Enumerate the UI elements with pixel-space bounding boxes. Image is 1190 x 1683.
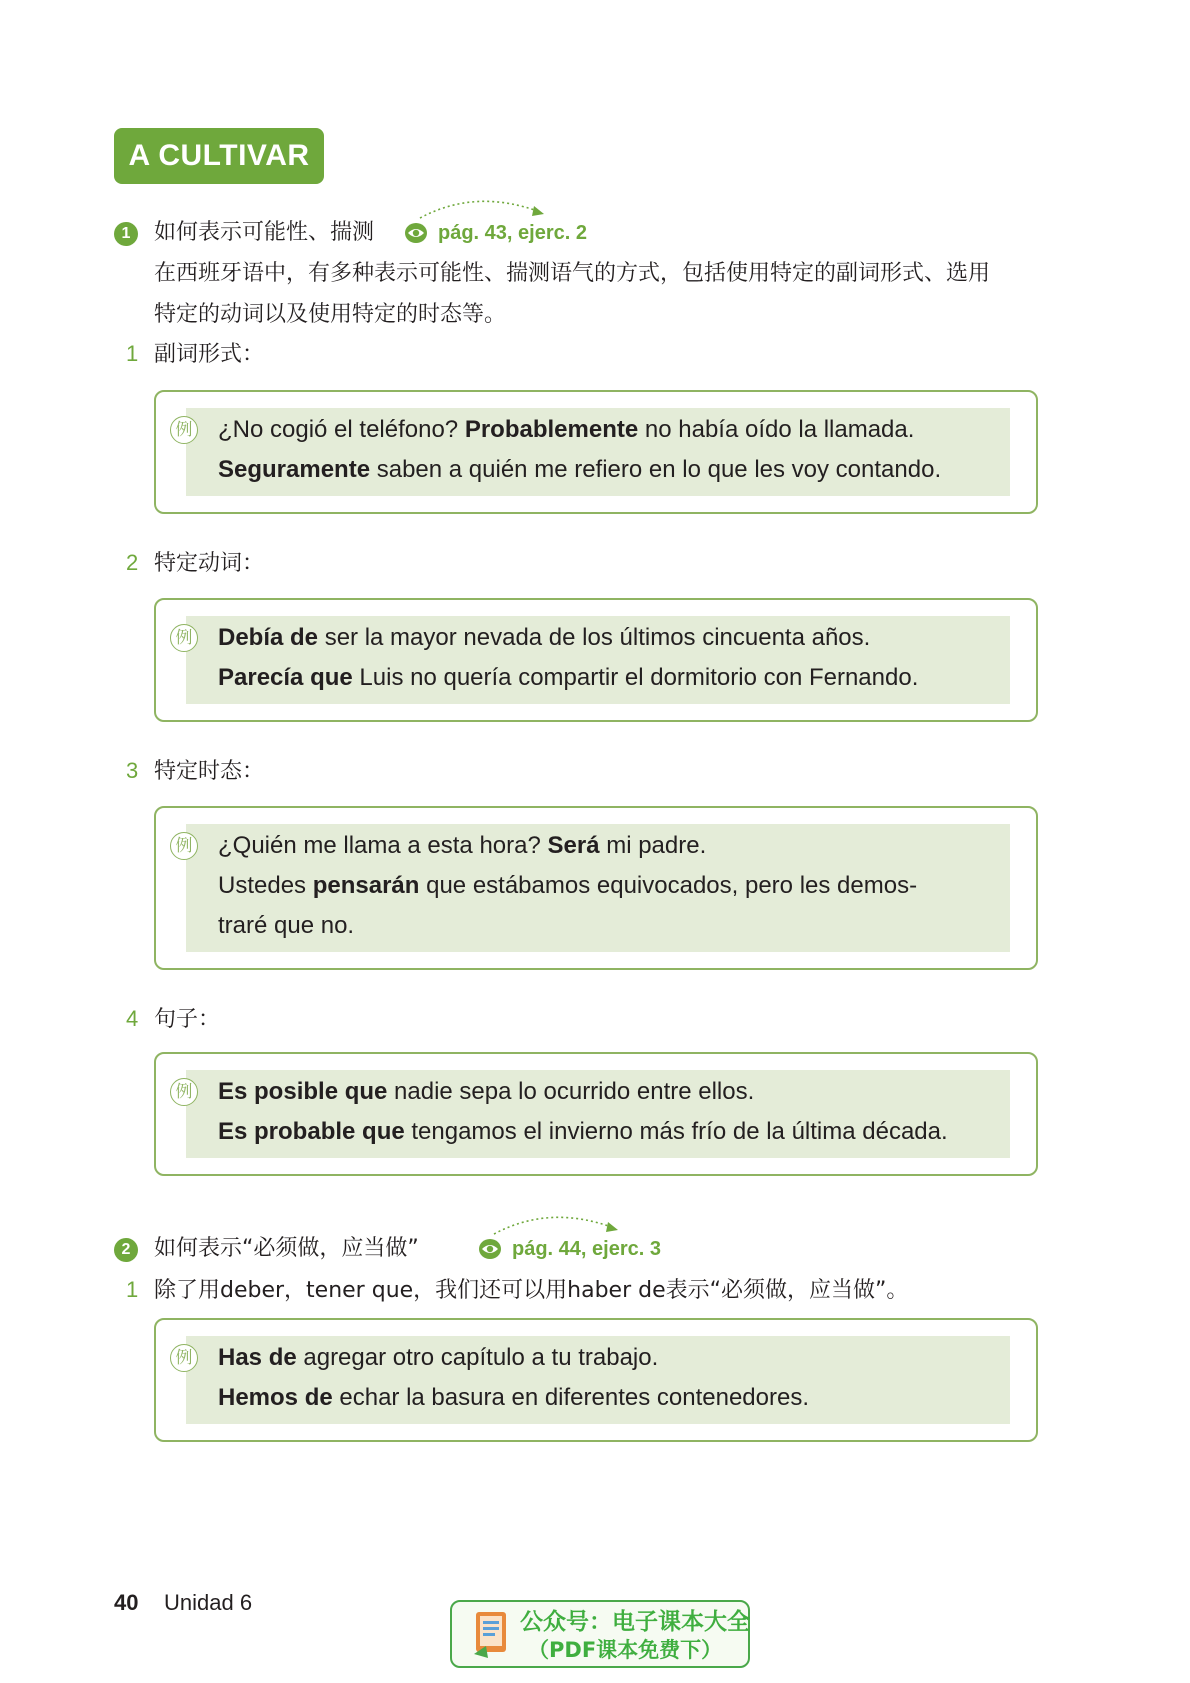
stamp-title: 公众号：电子课本大全 (520, 1609, 750, 1635)
subitem-number: 1 (126, 1277, 139, 1302)
example-sentence: Debía de ser la mayor nevada de los últimos cincuenta años. (218, 624, 871, 651)
example-sentence: ¿Quién me llama a esta hora? Será mi padre. (218, 832, 707, 859)
watermark-stamp (450, 1600, 750, 1668)
subitem-number: 1 (126, 341, 139, 366)
example-sentence: Parecía que Luis no quería compartir el dormitorio con Fernando. (218, 664, 919, 691)
example-badge: 例 (170, 1078, 198, 1106)
subitem-heading (126, 548, 264, 579)
subitem-number: 4 (126, 1006, 139, 1031)
example-sentence: Has de agregar otro capítulo a tu trabajo. (218, 1344, 659, 1371)
intro-line: 特定的动词以及使用特定的时态等。 (154, 302, 507, 327)
example-badge: 例 (170, 832, 198, 860)
reference-text: pág. 43, ejerc. 2 (438, 222, 587, 244)
topic-number-badge: 1 (114, 222, 138, 246)
topic-title: 如何表示可能性、揣测 (154, 220, 375, 245)
example-box (154, 390, 1038, 514)
example-box (154, 1052, 1038, 1176)
subitem-label: 副词形式： (154, 342, 265, 367)
topic-number-badge: 2 (114, 1238, 138, 1262)
eye-icon (404, 222, 428, 244)
topic-title: 如何表示“必须做，应当做” (154, 1236, 419, 1261)
section-tag: A CULTIVAR (114, 128, 324, 184)
stamp-subtitle: （PDF课本免费下） (528, 1638, 723, 1662)
intro-line: 在西班牙语中，有多种表示可能性、揣测语气的方式，包括使用特定的副词形式、选用 (154, 261, 991, 286)
subitem-label: 除了用deber，tener que，我们还可以用haber de表示“必须做，应当做”。 (154, 1278, 909, 1303)
subitem-label: 特定动词： (154, 551, 265, 576)
reference-text: pág. 44, ejerc. 3 (512, 1238, 661, 1260)
intro-paragraph (154, 253, 1054, 335)
example-sentence: traré que no. (218, 912, 355, 939)
book-logo-icon (472, 1610, 510, 1660)
subitem-heading (126, 756, 264, 787)
subitem-number: 2 (126, 550, 139, 575)
example-box (154, 1318, 1038, 1442)
example-lines (218, 826, 1006, 946)
subitem-label: 特定时态： (154, 759, 265, 784)
eye-icon (478, 1238, 502, 1260)
example-badge: 例 (170, 624, 198, 652)
subitem-heading (126, 339, 264, 370)
example-sentence: Es posible que nadie sepa lo ocurrido entre ellos. (218, 1078, 755, 1105)
subitem-heading (126, 1275, 908, 1306)
example-sentence: Seguramente saben a quién me refiero en lo que les voy contando. (218, 456, 942, 483)
example-sentence: Es probable que tengamos el invierno más frío de la última década. (218, 1118, 948, 1145)
example-lines (218, 410, 1006, 490)
example-lines (218, 1072, 1006, 1152)
subitem-number: 3 (126, 758, 139, 783)
example-badge: 例 (170, 416, 198, 444)
page-reference[interactable] (404, 218, 644, 248)
example-badge: 例 (170, 1344, 198, 1372)
page-number: 40 (114, 1590, 139, 1615)
example-lines (218, 1338, 1006, 1418)
example-sentence: ¿No cogió el teléfono? Probablemente no había oído la llamada. (218, 416, 915, 443)
subitem-heading (126, 1004, 220, 1035)
page-reference[interactable] (478, 1234, 718, 1264)
example-lines (218, 618, 1006, 698)
example-box (154, 598, 1038, 722)
subitem-label: 句子： (154, 1007, 221, 1032)
example-sentence: Hemos de echar la basura en diferentes contenedores. (218, 1384, 810, 1411)
example-box (154, 806, 1038, 970)
example-sentence: Ustedes pensarán que estábamos equivocados, pero les demos- (218, 872, 918, 899)
unit-label: Unidad 6 (164, 1590, 253, 1615)
